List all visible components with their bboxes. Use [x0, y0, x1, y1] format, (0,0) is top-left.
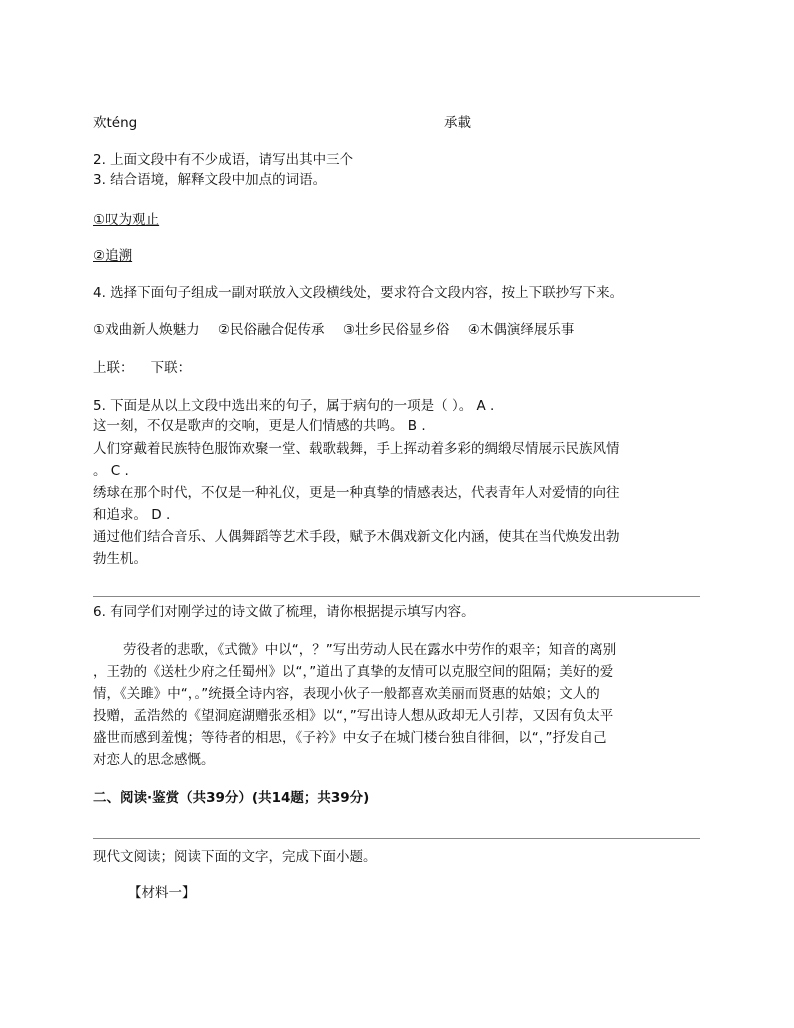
- q4-option-3: ③壮乡民俗显乡俗: [342, 322, 450, 338]
- q6-para-line: 劳役者的悲歌，《式微》中以“，？”写出劳动人民在露水中劳作的艰辛；知音的离别: [93, 642, 617, 658]
- q5-option-b-cont: 。 C .: [93, 463, 129, 479]
- q4-answer-line: 上联： 下联：: [93, 360, 192, 376]
- q5-option-d: 通过他们结合音乐、人偶舞蹈等艺术手段，赋予木偶戏新文化内涵，使其在当代焕发出勃: [93, 529, 620, 545]
- q5-option-b: 人们穿戴着民族特色服饰欢聚一堂、载歌载舞，手上挥动着多彩的绸缎尽情展示民族风情: [93, 441, 620, 457]
- q3-item-2: ②追溯: [93, 248, 133, 264]
- divider: [93, 838, 700, 839]
- q5-option-d-cont: 勃生机。: [93, 551, 147, 567]
- q4-option-1: ①戏曲新人焕魅力: [93, 322, 200, 338]
- section-2-heading: 二、阅读·鉴赏（共39分）(共14题；共39分): [93, 790, 370, 806]
- q4-option-4: ④木偶演绎展乐事: [467, 322, 575, 338]
- q6-para-line: 对恋人的思念感慨。: [93, 752, 215, 768]
- question-3: 3. 结合语境，解释文段中加点的词语。: [93, 172, 327, 188]
- question-6: 6. 有同学们对刚学过的诗文做了梳理，请你根据提示填写内容。: [93, 604, 475, 620]
- question-4: 4. 选择下面句子组成一副对联放入文段横线处，要求符合文段内容，按上下联抄写下来。: [93, 285, 624, 301]
- q4-option-2: ②民俗融合促传承: [217, 322, 325, 338]
- q5-option-c-cont: 和追求。 D .: [93, 507, 171, 523]
- q6-para-line: 情，《关雎》中“，。”统摄全诗内容，表现小伙子一般都喜欢美丽而贤惠的姑娘；文人的: [93, 686, 600, 702]
- q6-para-line: ，王勃的《送杜少府之任蜀州》以“，”道出了真挚的友情可以克服空间的阻隔；美好的爱: [93, 664, 614, 680]
- q4-options: [93, 320, 588, 340]
- divider: [93, 596, 700, 597]
- reading-intro: 现代文阅读；阅读下面的文字，完成下面小题。: [93, 849, 377, 865]
- question-2: 2. 上面文段中有不少成语，请写出其中三个: [93, 152, 354, 168]
- word-tengl: 欢téng: [93, 115, 138, 131]
- q3-item-1: ①叹为观止: [93, 212, 160, 228]
- q6-para-line: 投赠，孟浩然的《望洞庭湖赠张丞相》以“，”写出诗人想从政却无人引荐，又因有负太平: [93, 708, 614, 724]
- word-chengzai: 承載: [444, 115, 471, 131]
- material-1-label: 【材料一】: [128, 885, 196, 901]
- q6-para-line: 盛世而感到羞愧；等待者的相思，《子衿》中女子在城门楼台独自徘徊，以“，”抒发自己: [93, 730, 607, 746]
- q5-line-1: 5. 下面是从以上文段中选出来的句子，属于病句的一项是（ ）。 A .: [93, 398, 495, 414]
- q5-option-c: 绣球在那个时代，不仅是一种礼仪，更是一种真挚的情感表达，代表青年人对爱情的向往: [93, 485, 620, 501]
- q5-option-a: 这一刻，不仅是歌声的交响，更是人们情感的共鸣。 B .: [93, 418, 426, 434]
